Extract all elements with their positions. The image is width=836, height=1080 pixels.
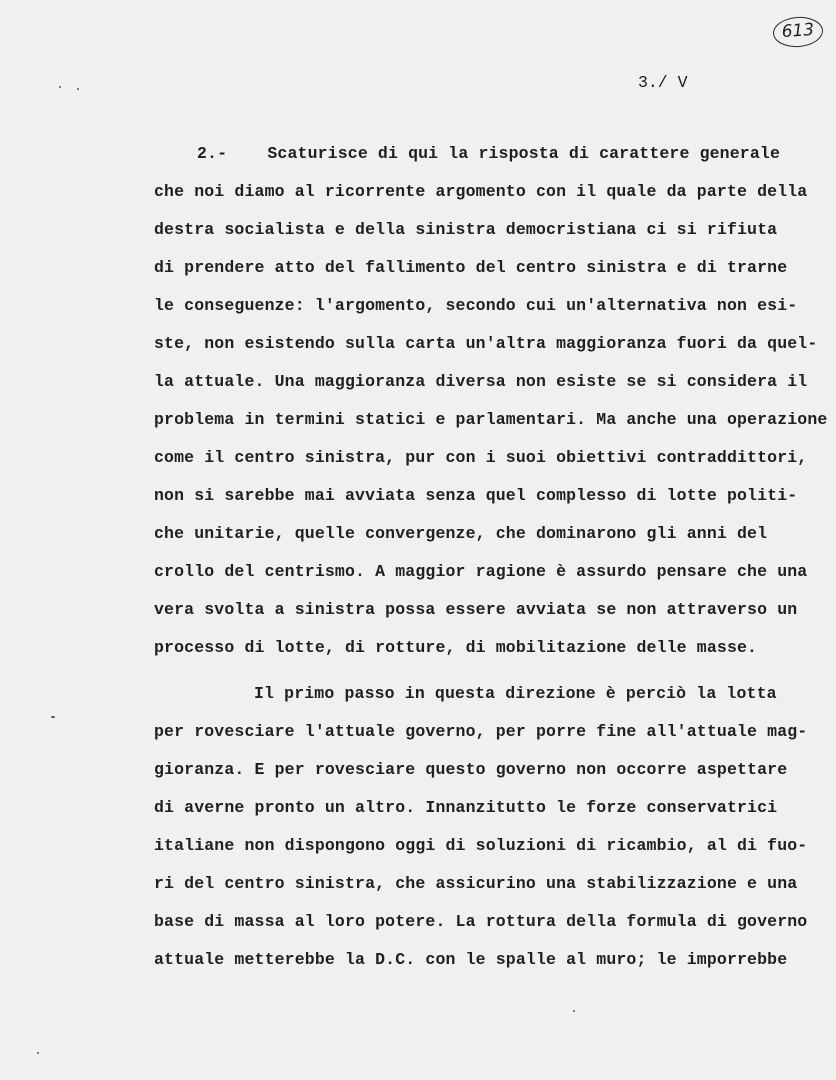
text-line: le conseguenze: l'argomento, secondo cui un'alternativa non esi- <box>154 296 798 315</box>
text-line: italiane non dispongono oggi di soluzioni di ricambio, al di fuo- <box>154 836 808 855</box>
text-line: per rovesciare l'attuale governo, per porre fine all'attuale mag- <box>154 722 808 741</box>
paper-speck <box>59 86 61 88</box>
text-line: processo di lotte, di rotture, di mobilitazione delle masse. <box>154 638 758 657</box>
text-line: la attuale. Una maggioranza diversa non esiste se si considera il <box>154 372 808 391</box>
text-line: base di massa al loro potere. La rottura della formula di governo <box>154 912 808 931</box>
paper-speck <box>51 716 55 718</box>
text-line: vera svolta a sinistra possa essere avviata se non attraverso un <box>154 600 798 619</box>
page-stamp: 613 <box>772 15 824 48</box>
text-line: problema in termini statici e parlamentari. Ma anche una operazione <box>154 410 828 429</box>
text-line: che unitarie, quelle convergenze, che dominarono gli anni del <box>154 524 768 543</box>
text-line: che noi diamo al ricorrente argomento con il quale da parte della <box>154 182 808 201</box>
text-line: Il primo passo in questa direzione è perciò la lotta <box>254 684 777 703</box>
text-line: non si sarebbe mai avviata senza quel complesso di lotte politi- <box>154 486 798 505</box>
text-line: attuale metterebbe la D.C. con le spalle al muro; le imporrebbe <box>154 950 788 969</box>
text-line: di prendere atto del fallimento del centro sinistra e di trarne <box>154 258 788 277</box>
text-line: come il centro sinistra, pur con i suoi obiettivi contraddittori, <box>154 448 808 467</box>
paper-speck <box>573 1010 575 1012</box>
text-line: ste, non esistendo sulla carta un'altra maggioranza fuori da quel- <box>154 334 818 353</box>
text-line: di averne pronto un altro. Innanzitutto le forze conservatrici <box>154 798 778 817</box>
text-line: gioranza. E per rovesciare questo governo non occorre aspettare <box>154 760 788 779</box>
page-number: 3./ V <box>638 73 688 92</box>
text-line: crollo del centrismo. A maggior ragione è assurdo pensare che una <box>154 562 808 581</box>
text-line: destra socialista e della sinistra democristiana ci si rifiuta <box>154 220 778 239</box>
text-line: 2.- Scaturisce di qui la risposta di carattere generale <box>197 144 780 163</box>
text-line: ri del centro sinistra, che assicurino una stabilizzazione e una <box>154 874 798 893</box>
paper-speck <box>37 1052 39 1054</box>
paper-speck <box>77 88 79 90</box>
